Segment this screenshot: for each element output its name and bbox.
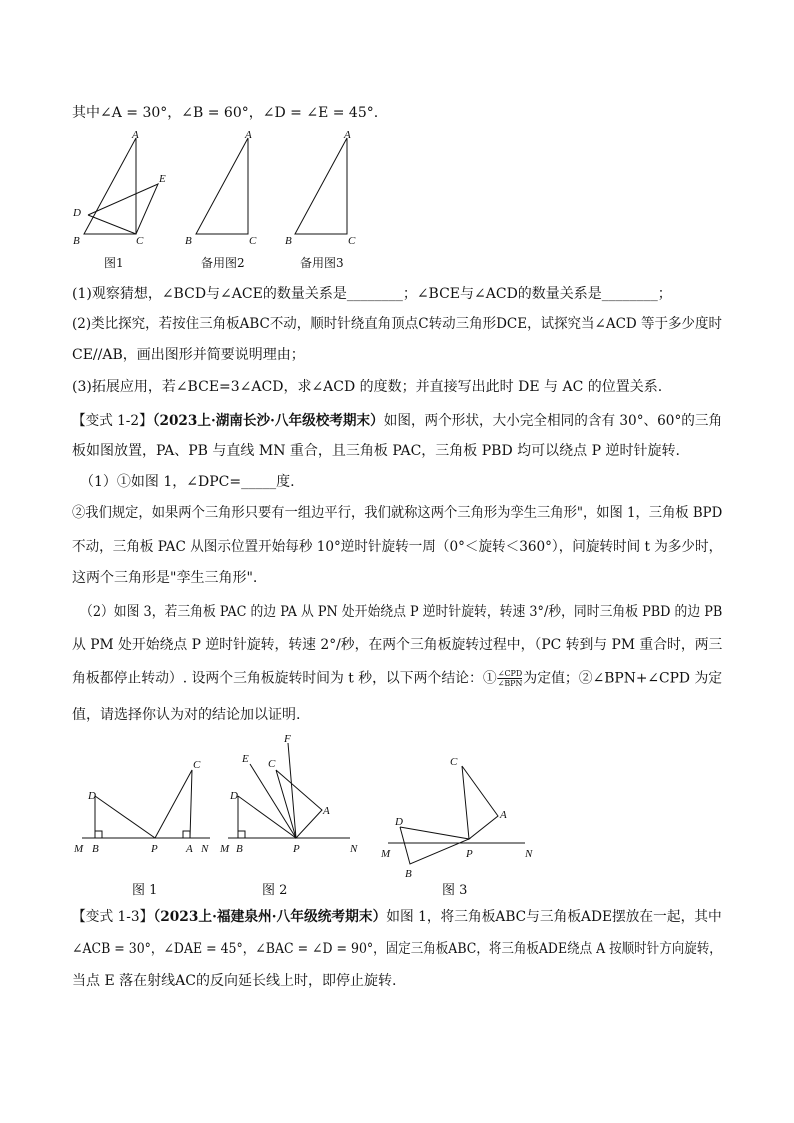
r2f1-label-n: N bbox=[201, 843, 209, 855]
r2f2-label-m: M bbox=[220, 843, 230, 855]
variant-1-2-line-6: 这两个三角形是"孪生三角形". bbox=[72, 570, 258, 586]
variant-1-3-intro: 如图 1，将三角板ABC与三角板ADE摆放在一起，其中 bbox=[386, 909, 722, 925]
fig3-label-a: A bbox=[344, 129, 351, 141]
question-3: (3)拓展应用，若∠BCE=3∠ACD，求∠ACD 的度数；并直接写出此时 DE 与 AC 的位置关系. bbox=[72, 379, 663, 395]
r2f2-label-b: B bbox=[236, 843, 243, 855]
figure-row-2-fig-1 bbox=[82, 770, 210, 838]
fig1-label-e: E bbox=[159, 173, 166, 185]
variant-1-2-line-9-end: 为定值；②∠BPN+∠CPD 为定 bbox=[523, 670, 723, 687]
r2f2-label-a: A bbox=[323, 805, 330, 817]
r2f3-label-b: B bbox=[405, 868, 412, 878]
r2f3-label-a: A bbox=[500, 809, 507, 821]
variant-1-2-tag: 【变式 1-2】 bbox=[72, 413, 153, 429]
r2f2-label-n: N bbox=[350, 843, 358, 855]
fig3-label-b: B bbox=[285, 235, 292, 247]
figure-row-1 bbox=[60, 126, 380, 254]
variant-1-2-line-7: （2）如图 3，若三角板 PAC 的边 PA 从 PN 处开始绕点 P 逆时针旋转，转速 3°/秒，同时三角板 PBD 的边 PB bbox=[80, 604, 723, 620]
r2f1-label-m: M bbox=[74, 843, 84, 855]
question-2-line-2: CE//AB，画出图形并简要说明理由； bbox=[72, 347, 305, 363]
fig3-label-c: C bbox=[348, 235, 356, 247]
row2-fig3-caption: 图 3 bbox=[442, 883, 468, 898]
r2f2-label-p: P bbox=[293, 843, 300, 855]
r2f3-label-p: P bbox=[466, 848, 473, 860]
r2f1-label-c: C bbox=[193, 759, 201, 771]
r2f2-label-f: F bbox=[284, 733, 291, 745]
fig1-label-a: A bbox=[132, 129, 139, 141]
fig1-caption: 图1 bbox=[104, 256, 124, 270]
variant-1-2-line-4: ②我们规定，如果两个三角形只要有一组边平行，我们就称这两个三角形为孪生三角形"，如图 1，三角板 BPD bbox=[72, 505, 723, 521]
question-2-line-1: (2)类比探究，若按住三角板ABC不动，顺时针绕直角顶点C转动三角形DCE，试探究当∠ACD 等于多少度时 bbox=[72, 316, 723, 332]
fraction-denominator: ∠BPN bbox=[497, 679, 523, 688]
variant-1-2-line-10: 值，请选择你认为对的结论加以证明. bbox=[72, 707, 301, 723]
fraction-numerator: ∠CPD bbox=[497, 669, 523, 678]
fig2-label-b: B bbox=[185, 235, 192, 247]
variant-1-2-intro: 如图，两个形状，大小完全相同的含有 30°、60°的三角 bbox=[383, 413, 723, 429]
variant-1-3-source: （2023上·福建泉州·八年级统考期末） bbox=[153, 909, 387, 925]
variant-1-2-heading bbox=[72, 412, 722, 430]
variant-1-2-line-8: 从 PM 处开始绕点 P 逆时针旋转，转速 2°/秒，在两个三角板旋转过程中，（PC 转到与 PM 重合时，两三 bbox=[72, 637, 723, 653]
fig3-caption: 备用图3 bbox=[300, 256, 344, 270]
variant-1-3-heading bbox=[72, 908, 722, 926]
fig1-label-c: C bbox=[136, 235, 144, 247]
row2-fig2-caption: 图 2 bbox=[262, 883, 288, 898]
variant-1-3-line-3: 当点 E 落在射线AC的反向延长线上时，即停止旋转. bbox=[72, 973, 397, 989]
variant-1-2-source: （2023上·湖南长沙·八年级校考期末） bbox=[152, 413, 384, 429]
figure-3 bbox=[295, 138, 347, 234]
variant-1-2-line-9 bbox=[72, 669, 722, 688]
intro-text: 其中∠A = 30°，∠B = 60°，∠D = ∠E = 45°. bbox=[72, 105, 379, 121]
figure-1 bbox=[84, 138, 158, 234]
r2f3-label-c: C bbox=[450, 756, 458, 768]
variant-1-3-tag: 【变式 1-3】 bbox=[72, 909, 154, 925]
variant-1-3-line-2: ∠ACB = 30°，∠DAE = 45°，∠BAC = ∠D = 90°，固定三角板ABC，将三角板ADE绕点 A 按顺时针方向旋转， bbox=[72, 941, 722, 957]
fig2-label-c: C bbox=[249, 235, 257, 247]
figure-2 bbox=[196, 138, 248, 234]
r2f1-label-p: P bbox=[151, 843, 158, 855]
r2f3-label-m: M bbox=[381, 848, 391, 860]
fig1-label-b: B bbox=[73, 235, 80, 247]
variant-1-2-line-9-start: 角板都停止转动）. 设两个三角板旋转时间为 t 秒，以下两个结论：① bbox=[72, 670, 497, 687]
r2f1-label-b: B bbox=[92, 843, 99, 855]
r2f2-label-d: D bbox=[230, 790, 238, 802]
fig2-caption: 备用图2 bbox=[201, 256, 245, 270]
r2f2-label-c: C bbox=[268, 758, 276, 770]
row2-fig1-caption: 图 1 bbox=[132, 883, 158, 898]
r2f3-label-n: N bbox=[525, 848, 533, 860]
fig2-label-a: A bbox=[245, 129, 252, 141]
r2f1-label-d: D bbox=[88, 790, 96, 802]
figure-row-2 bbox=[70, 728, 540, 878]
variant-1-2-line-5: 不动，三角板 PAC 从图示位置开始每秒 10°逆时针旋转一周（0°＜旋转＜360°），问旋转时间 t 为多少时， bbox=[72, 539, 723, 555]
variant-1-2-line-2: 板如图放置，PA、PB 与直线 MN 重合，且三角板 PAC，三角板 PBD 均可以绕点 P 逆时针旋转. bbox=[72, 443, 680, 459]
angle-fraction bbox=[498, 669, 523, 688]
r2f3-label-d: D bbox=[395, 816, 403, 828]
question-1: (1)观察猜想，∠BCD与∠ACE的数量关系是________；∠BCE与∠ACD的数量关系是________； bbox=[72, 286, 672, 302]
fig1-label-d: D bbox=[73, 207, 81, 219]
r2f1-label-a: A bbox=[186, 843, 193, 855]
variant-1-2-line-3: （1）①如图 1，∠DPC=_____度. bbox=[80, 474, 295, 490]
r2f2-label-e: E bbox=[242, 753, 249, 765]
